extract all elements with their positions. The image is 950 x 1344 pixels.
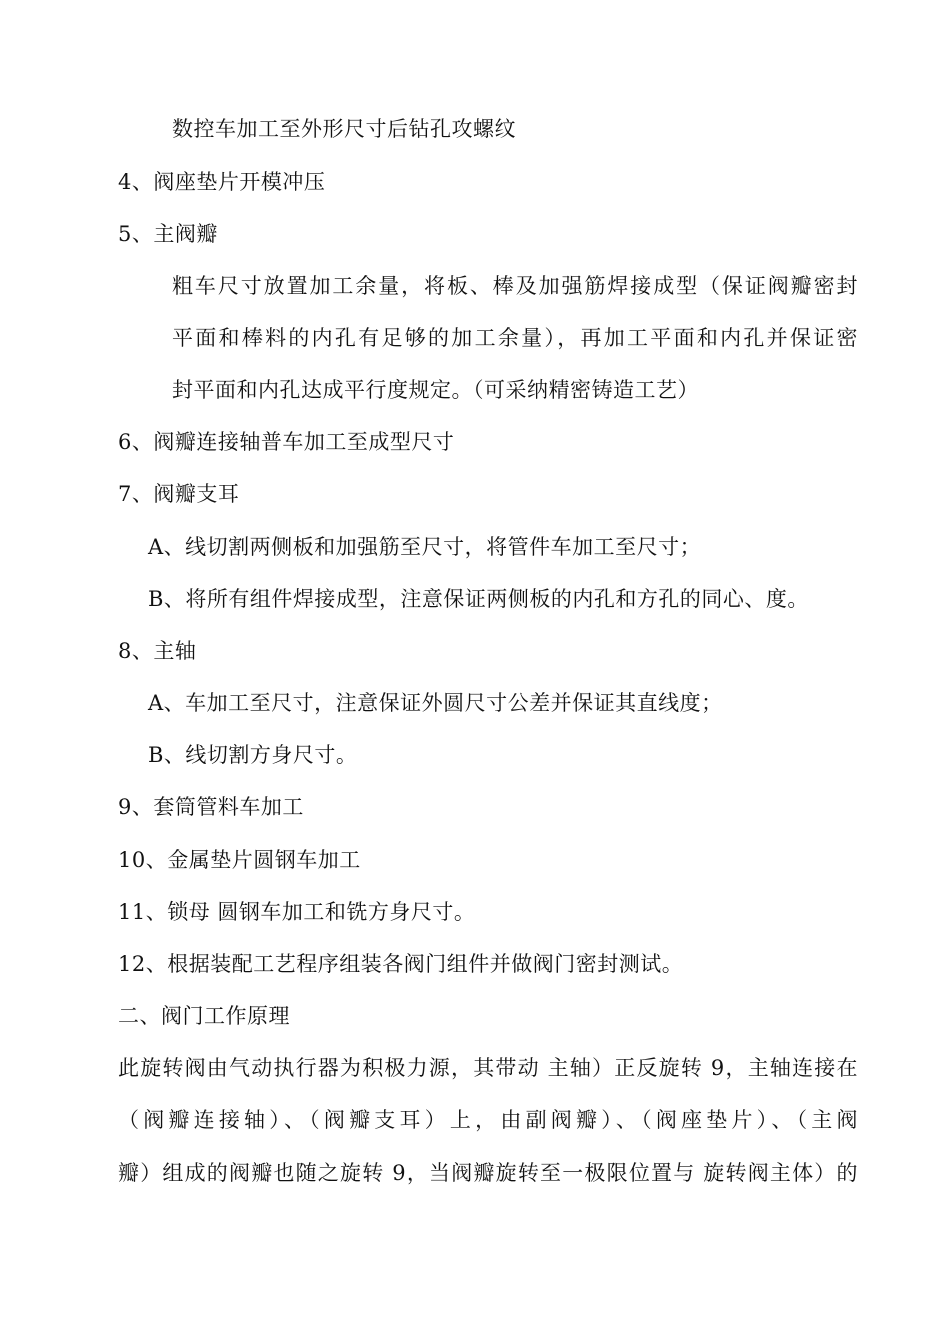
- text-line: 数控车加工至外形尺寸后钻孔攻螺纹: [172, 117, 516, 141]
- paragraph-line: 此旋转阀由气动执行器为积极力源，其带动 主轴）正反旋转 9，主轴连接在: [118, 1056, 858, 1080]
- sub-item-a: A、车加工至尺寸，注意保证外圆尺寸公差并保证其直线度；: [148, 691, 723, 715]
- section-heading: 二、阀门工作原理: [118, 1004, 290, 1028]
- paragraph-line: 瓣）组成的阀瓣也随之旋转 9，当阀瓣旋转至一极限位置与 旋转阀主体）的: [118, 1161, 858, 1185]
- list-item-4: 4、阀座垫片开模冲压: [118, 170, 326, 194]
- text-line: 粗车尺寸放置加工余量，将板、棒及加强筋焊接成型（保证阀瓣密封: [172, 274, 858, 298]
- text-line: 封平面和内孔达成平行度规定。（可采纳精密铸造工艺）: [172, 378, 699, 402]
- paragraph-line: （阀瓣连接轴）、（阀瓣支耳）上，由副阀瓣）、（阀座垫片）、（主阀: [118, 1108, 858, 1132]
- list-item-5: 5、主阀瓣: [118, 222, 218, 246]
- list-item-11: 11、锁母 圆钢车加工和铣方身尺寸。: [118, 900, 476, 924]
- sub-item-b: B、线切割方身尺寸。: [148, 743, 358, 767]
- list-item-10: 10、金属垫片圆钢车加工: [118, 848, 361, 872]
- sub-item-a: A、线切割两侧板和加强筋至尺寸，将管件车加工至尺寸；: [148, 535, 702, 559]
- list-item-8: 8、主轴: [118, 639, 197, 663]
- text-line: 平面和棒料的内孔有足够的加工余量），再加工平面和内孔并保证密: [172, 326, 858, 350]
- list-item-6: 6、阀瓣连接轴普车加工至成型尺寸: [118, 430, 455, 454]
- list-item-12: 12、根据装配工艺程序组装各阀门组件并做阀门密封测试。: [118, 952, 684, 976]
- list-item-7: 7、阀瓣支耳: [118, 482, 240, 506]
- sub-item-b: B、将所有组件焊接成型，注意保证两侧板的内孔和方孔的同心、度。: [148, 587, 809, 611]
- list-item-9: 9、套筒管料车加工: [118, 795, 304, 819]
